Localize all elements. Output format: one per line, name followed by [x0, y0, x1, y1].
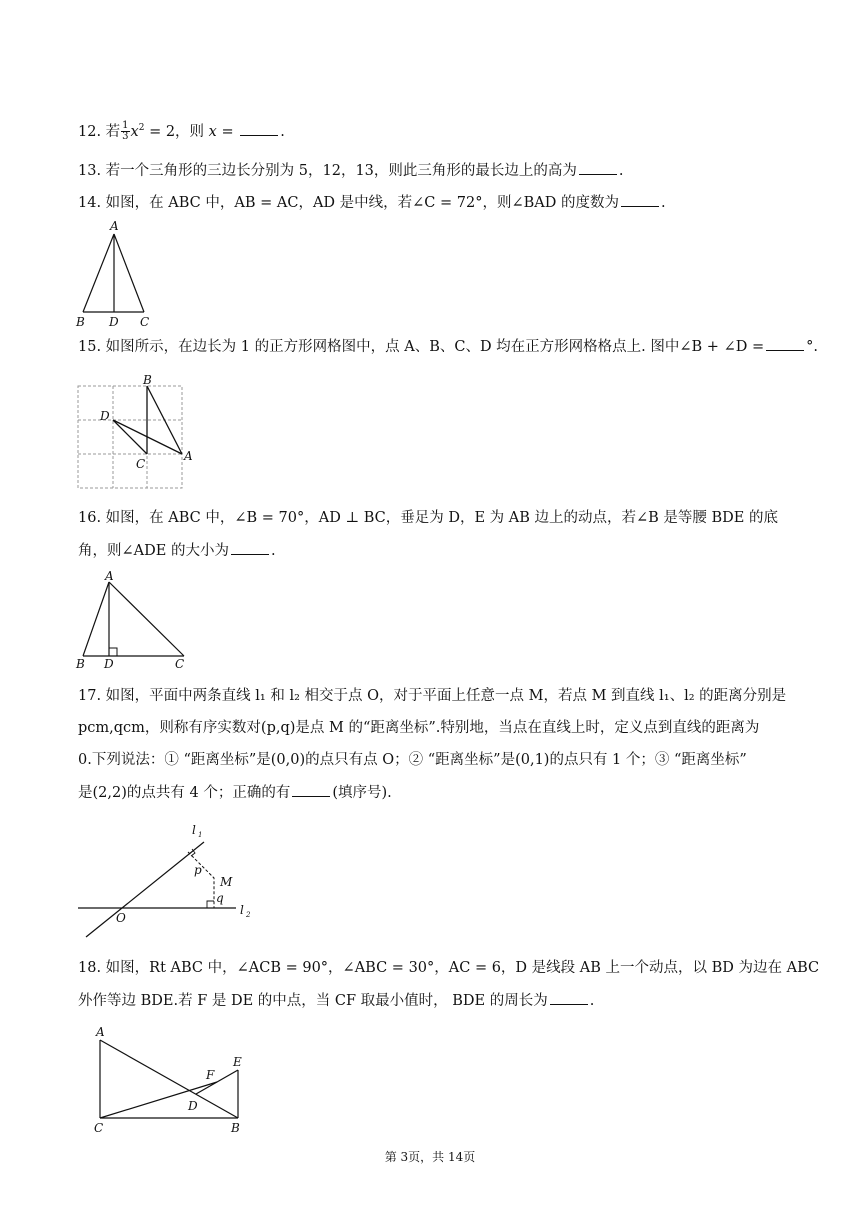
q16-line1: 16. 如图，在 ABC 中，∠B = 70°，AD ⊥ BC，垂足为 D，E 为 AB 边上的动点，若∠B 是等腰 BDE 的底 [78, 510, 778, 526]
q15-end: °. [806, 339, 818, 355]
figure-18 [90, 1024, 270, 1134]
q12-mid: = 2，则 [144, 123, 209, 140]
question-16 [78, 508, 778, 528]
figure-17 [76, 822, 276, 942]
point-label: B [143, 373, 152, 387]
figure-14 [74, 220, 164, 330]
answer-blank[interactable] [240, 121, 278, 136]
answer-blank[interactable] [766, 336, 804, 351]
q12-number: 12. [78, 123, 102, 140]
q15-text: 15. 如图所示，在边长为 1 的正方形网格图中，点 A、B、C、D 均在正方形网格格点上. 图中∠B + ∠D = [78, 339, 765, 355]
question-13 [78, 160, 624, 181]
q12-exponent: 2 [138, 123, 145, 133]
point-label: C [136, 457, 146, 471]
point-label: C [175, 657, 185, 671]
question-17-cont [78, 782, 392, 803]
question-17 [78, 686, 786, 706]
q17-line4: 是(2,2)的点共有 4 个；正确的有 [78, 785, 291, 801]
point-label: E [233, 1055, 242, 1069]
fraction-numerator: 1 [122, 120, 129, 132]
q12-pre: 若 [105, 123, 121, 140]
answer-blank[interactable] [550, 990, 588, 1005]
q17-line4-end: (填序号). [332, 785, 392, 801]
question-18 [78, 958, 819, 978]
q16-line2: 角，则∠ADE 的大小为 [78, 543, 229, 559]
q17-line1: 17. 如图，平面中两条直线 l₁ 和 l₂ 相交于点 O，对于平面上任意一点 M，若点 M 到直线 l₁、l₂ 的距离分别是 [78, 688, 787, 704]
point-label: D [100, 409, 110, 423]
question-12 [78, 118, 285, 142]
q12-end: . [280, 123, 285, 140]
point-label: C [140, 315, 150, 329]
distance-label: p [194, 863, 202, 877]
q18-line2: 外作等边 BDE.若 F 是 DE 的中点，当 CF 取最小值时， BDE 的周长为 [78, 993, 548, 1009]
figure-16 [74, 570, 194, 670]
question-17-cont [78, 718, 759, 738]
q13-end: . [618, 163, 624, 179]
q17-line3: 0.下列说法：① “距离坐标”是(0,0)的点只有点 O；② “距离坐标”是(0,1)的点只有 1 个；③ “距离坐标” [78, 752, 747, 768]
question-15 [78, 336, 818, 357]
point-label: A [110, 219, 119, 233]
line-label: l [240, 903, 244, 917]
q12-expr: x [130, 123, 139, 140]
fraction-denominator: 3 [122, 131, 129, 143]
q13-text: 13. 若一个三角形的三边长分别为 5，12，13，则此三角形的最长边上的高为 [78, 163, 577, 179]
q18-end: . [589, 993, 595, 1009]
page-footer: 第 3页，共 14页 [384, 1150, 476, 1164]
line-label-sub: 2 [246, 911, 251, 919]
point-label: F [206, 1068, 215, 1082]
answer-blank[interactable] [292, 782, 330, 797]
q14-text: 14. 如图，在 ABC 中，AB = AC，AD 是中线，若∠C = 72°，则∠BAD 的度数为 [78, 195, 619, 211]
point-label: O [116, 911, 126, 925]
point-label: D [104, 657, 114, 671]
point-label: B [76, 657, 85, 671]
point-label: A [96, 1025, 105, 1039]
q12-var: x [208, 123, 217, 140]
point-label: D [109, 315, 119, 329]
point-label: B [231, 1121, 240, 1135]
distance-label: q [216, 891, 224, 905]
point-label: A [105, 569, 114, 583]
q16-end: . [270, 543, 276, 559]
point-label: B [76, 315, 85, 329]
point-label: C [94, 1121, 104, 1135]
line-label-sub: 1 [198, 831, 203, 839]
line-label: l [192, 823, 196, 837]
fraction [121, 121, 129, 142]
answer-blank[interactable] [621, 192, 659, 207]
point-label: A [184, 449, 193, 463]
question-17-cont [78, 750, 747, 770]
q14-end: . [660, 195, 666, 211]
point-label: D [188, 1099, 198, 1113]
q17-line2: pcm,qcm，则称有序实数对(p,q)是点 M 的“距离坐标”.特别地，当点在直线上时，定义点到直线的距离为 [78, 720, 760, 736]
answer-blank[interactable] [231, 540, 269, 555]
question-16-cont [78, 540, 276, 561]
answer-blank[interactable] [579, 160, 617, 175]
point-label: M [220, 875, 233, 889]
figure-15 [76, 370, 196, 490]
q12-eq: = [216, 123, 239, 140]
question-18-cont [78, 990, 594, 1011]
question-14 [78, 192, 666, 213]
q18-line1: 18. 如图，Rt ABC 中，∠ACB = 90°，∠ABC = 30°，AC = 6，D 是线段 AB 上一个动点，以 BD 为边在 ABC [78, 960, 820, 976]
